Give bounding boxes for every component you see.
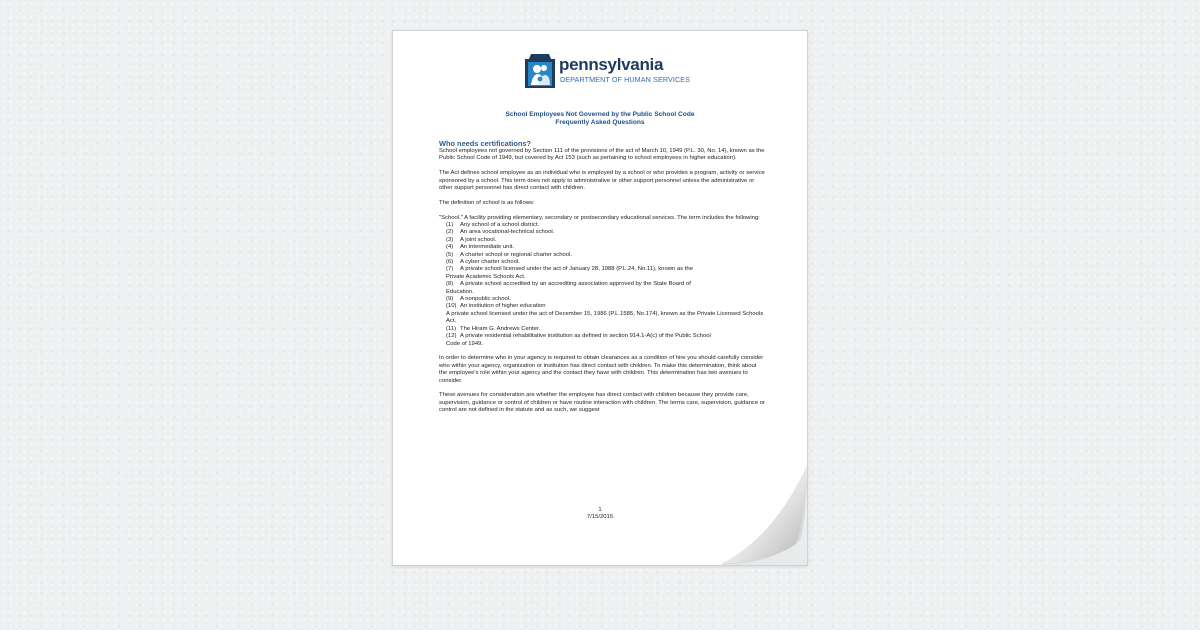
list-item: (3) A joint school. bbox=[446, 236, 497, 243]
title-line-1: School Employees Not Governed by the Public School Code bbox=[505, 111, 695, 118]
list-item: (8) A private school accredited by an accrediting association approved by the State Board of bbox=[446, 281, 691, 288]
logo-department: DEPARTMENT OF HUMAN SERVICES bbox=[560, 75, 691, 84]
list-item: (1) Any school of a school district. bbox=[446, 222, 540, 229]
keystone-logo-icon bbox=[524, 53, 556, 89]
list-item-continuation: Education. bbox=[446, 288, 474, 295]
document-title bbox=[393, 111, 807, 128]
page-curl-icon bbox=[718, 448, 808, 566]
avenues-paragraph: These avenues for consideration are whether the employee has direct contact with children because they provide care, supervision, guidance or control of children or have routine interaction with children. The terms care, supervision, guidance or control are not defined in the statute and as such, we suggest bbox=[439, 392, 766, 414]
logo-wordmark: pennsylvania bbox=[559, 55, 664, 74]
list-item-continuation: Code of 1949. bbox=[446, 340, 484, 347]
act-paragraph: The Act defines school employee as an individual who is employed by a school or who provides a program, activity or service sponsored by a school. This term does not apply to administrative or other support personnel unless the administrative or other support personnel has direct contact with children. bbox=[439, 170, 765, 192]
list-item: (6) A cyber charter school. bbox=[446, 259, 520, 266]
page-number: 1 bbox=[598, 507, 602, 513]
section-heading: Who needs certifications? bbox=[439, 139, 531, 148]
pa-dhs-logo bbox=[524, 53, 691, 91]
document-page bbox=[392, 30, 808, 566]
school-list bbox=[439, 222, 765, 348]
list-item: (11) The Hiram G. Andrews Center. bbox=[446, 325, 541, 332]
list-item: (4) An intermediate unit. bbox=[446, 244, 515, 251]
list-item-subtext: A private school licensed under the act of December 15, 1986 (P.L.1585, No.174), known as the Private Licensed Schools Act. bbox=[446, 310, 764, 325]
list-item: (5) A charter school or regional charter school. bbox=[446, 251, 572, 258]
list-item: (2) An area vocational-technical school. bbox=[446, 229, 555, 236]
document-body bbox=[439, 139, 765, 422]
list-item-continuation: Private Academic Schools Act. bbox=[446, 273, 526, 280]
determination-paragraph: In order to determine who in your agency is required to obtain clearances as a condition of hire you should carefully consider who within your agency, organization or institution has direct contact with children. To make this determination, think about the employee's role within your agency and the contact they have with children. This determination has two avenues to consider. bbox=[439, 355, 764, 384]
list-item: (12) A private residential rehabilitative institution as defined in section 914.1-A(c) of the Public School bbox=[446, 333, 711, 340]
list-item: (7) A private school licensed under the act of January 28, 1988 (P.L.24, No.11), known as the bbox=[446, 266, 693, 273]
footer-date: 7/15/2015 bbox=[586, 514, 614, 521]
list-item: (10) An institution of higher education bbox=[446, 303, 546, 310]
school-definition: "School." A facility providing elementary, secondary or postsecondary educational services. The term includes the following: bbox=[439, 214, 760, 221]
definition-intro: The definition of school is as follows: bbox=[439, 199, 535, 206]
list-item: (9) A nonpublic school. bbox=[446, 296, 511, 303]
title-line-2: Frequently Asked Questions bbox=[555, 119, 645, 127]
intro-paragraph: School employees not governed by Section 111 of the provisions of the act of March 10, 1949 (P.L. 30, No. 14), known as the Public School Code of 1949, but covered by Act 153 (such as pertaining to school employees in higher education). bbox=[439, 148, 765, 162]
